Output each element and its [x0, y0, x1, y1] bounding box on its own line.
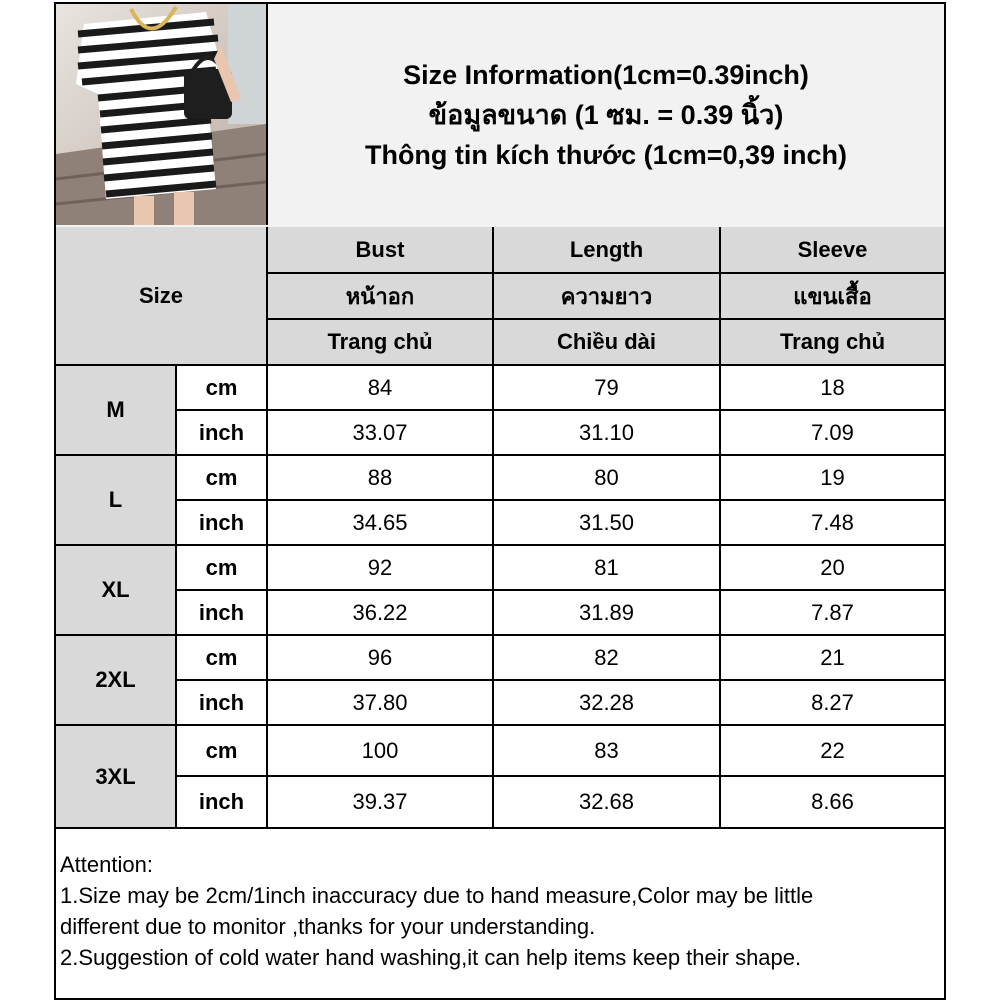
- sleeve-value: 22: [720, 725, 944, 776]
- table-row: [56, 410, 944, 455]
- attention-title: Attention:: [60, 852, 153, 877]
- unit-cm: cm: [176, 365, 267, 410]
- bust-value: 39.37: [267, 776, 493, 828]
- bust-value: 100: [267, 725, 493, 776]
- length-header-vi: Chiều dài: [493, 319, 720, 365]
- size-label-3xl: 3XL: [56, 725, 176, 828]
- sleeve-header-en: Sleeve: [720, 227, 944, 273]
- bust-header-en: Bust: [267, 227, 493, 273]
- title-vietnamese: Thông tin kích thước (1cm=0,39 inch): [364, 139, 848, 170]
- sleeve-header-th: แขนเสื้อ: [720, 273, 944, 319]
- sleeve-header-vi: Trang chủ: [720, 319, 944, 365]
- sleeve-value: 7.48: [720, 500, 944, 545]
- size-information-title: [268, 4, 944, 225]
- bust-value: 88: [267, 455, 493, 500]
- title-thai: ข้อมูลขนาด (1 ซม. = 0.39 นิ้ว): [428, 99, 784, 130]
- length-value: 82: [493, 635, 720, 680]
- bust-header-vi: Trang chủ: [267, 319, 493, 365]
- sleeve-value: 8.27: [720, 680, 944, 725]
- size-label-m: M: [56, 365, 176, 455]
- unit-cm: cm: [176, 725, 267, 776]
- striped-dress-photo: [56, 4, 266, 225]
- bust-value: 96: [267, 635, 493, 680]
- sleeve-value: 18: [720, 365, 944, 410]
- bust-value: 34.65: [267, 500, 493, 545]
- size-chart: [54, 2, 946, 1000]
- table-row: [56, 545, 944, 590]
- table-row: [56, 776, 944, 828]
- unit-inch: inch: [176, 410, 267, 455]
- table-row: [56, 635, 944, 680]
- title-english: Size Information(1cm=0.39inch): [403, 59, 809, 90]
- table-row: [56, 725, 944, 776]
- bust-header-th: หน้าอก: [267, 273, 493, 319]
- bust-value: 37.80: [267, 680, 493, 725]
- product-photo: [56, 4, 268, 225]
- table-header-row: [56, 227, 944, 273]
- length-header-en: Length: [493, 227, 720, 273]
- unit-inch: inch: [176, 776, 267, 828]
- length-value: 31.50: [493, 500, 720, 545]
- unit-cm: cm: [176, 545, 267, 590]
- unit-inch: inch: [176, 590, 267, 635]
- chart-header: [56, 4, 944, 229]
- table-row: [56, 680, 944, 725]
- sleeve-value: 7.87: [720, 590, 944, 635]
- note-1-line-1: 1.Size may be 2cm/1inch inaccuracy due to hand measure,Color may be little: [60, 883, 814, 908]
- note-1-line-2: different due to monitor ,thanks for your understanding.: [60, 914, 596, 939]
- size-column-header: Size: [56, 227, 267, 365]
- length-value: 81: [493, 545, 720, 590]
- length-value: 32.68: [493, 776, 720, 828]
- size-label-l: L: [56, 455, 176, 545]
- sleeve-value: 20: [720, 545, 944, 590]
- length-value: 31.10: [493, 410, 720, 455]
- sleeve-value: 7.09: [720, 410, 944, 455]
- sleeve-value: 21: [720, 635, 944, 680]
- bust-value: 33.07: [267, 410, 493, 455]
- size-label-2xl: 2XL: [56, 635, 176, 725]
- table-row: [56, 590, 944, 635]
- unit-inch: inch: [176, 680, 267, 725]
- unit-inch: inch: [176, 500, 267, 545]
- size-table: [56, 227, 944, 829]
- length-value: 32.28: [493, 680, 720, 725]
- bust-value: 84: [267, 365, 493, 410]
- unit-cm: cm: [176, 455, 267, 500]
- table-row: [56, 455, 944, 500]
- sleeve-value: 19: [720, 455, 944, 500]
- table-row: [56, 500, 944, 545]
- table-row: [56, 365, 944, 410]
- attention-notes: [60, 849, 938, 973]
- unit-cm: cm: [176, 635, 267, 680]
- sleeve-value: 8.66: [720, 776, 944, 828]
- bust-value: 36.22: [267, 590, 493, 635]
- length-header-th: ความยาว: [493, 273, 720, 319]
- length-value: 80: [493, 455, 720, 500]
- length-value: 83: [493, 725, 720, 776]
- note-2: 2.Suggestion of cold water hand washing,it can help items keep their shape.: [60, 945, 802, 970]
- bust-value: 92: [267, 545, 493, 590]
- length-value: 79: [493, 365, 720, 410]
- size-label-xl: XL: [56, 545, 176, 635]
- length-value: 31.89: [493, 590, 720, 635]
